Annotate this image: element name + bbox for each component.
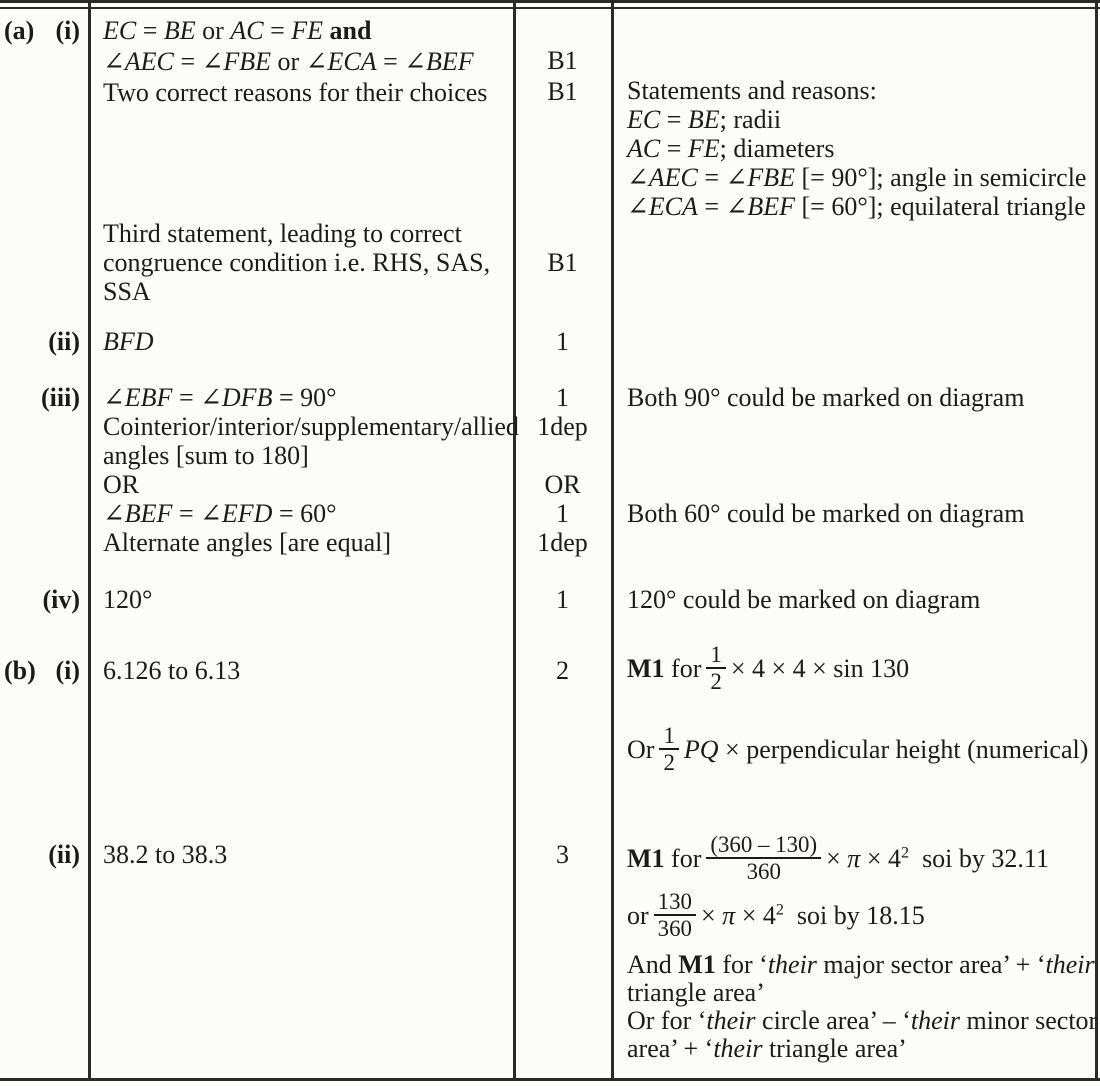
text-segment: ∠ xyxy=(103,383,125,412)
answer-line xyxy=(103,412,519,441)
answer-line xyxy=(103,15,487,46)
table-bottom-border xyxy=(0,1078,1100,1081)
table-top-border-outer xyxy=(0,0,1100,3)
answer-line xyxy=(103,77,487,108)
text-segment: × xyxy=(700,901,723,930)
text-segment: Statements and reasons: xyxy=(627,76,877,105)
comment-b-ii-text xyxy=(627,951,1097,1063)
text-segment: M1 xyxy=(678,950,716,979)
text-segment: × 4 xyxy=(860,844,901,873)
text-segment: triangle area’ xyxy=(762,1034,907,1063)
answer-b-ii: 38.2 to 38.3 xyxy=(103,840,228,869)
text-segment: = ∠ xyxy=(376,47,427,76)
mark-a-i-3: B1 xyxy=(547,248,578,277)
part-label-a-iii: (iii) xyxy=(41,383,80,412)
text-segment: And xyxy=(627,950,679,979)
comment-line xyxy=(627,951,1097,979)
text-segment: BFD xyxy=(103,327,154,356)
text-segment: Or for ‘ xyxy=(627,1006,707,1035)
text-segment: ∠ xyxy=(103,499,125,528)
mark-a-iii-1: 1 xyxy=(556,383,569,412)
part-label-a-i: (i) xyxy=(55,16,80,45)
text-segment: or xyxy=(195,16,231,45)
comment-b-i-or-formula xyxy=(627,724,1088,776)
fraction: $\frac{1}{2}$ xyxy=(706,643,725,694)
text-segment: AEC xyxy=(124,47,174,76)
text-segment: EC xyxy=(627,105,661,134)
text-segment: ; radii xyxy=(719,105,782,134)
text-segment: FBE xyxy=(747,163,796,192)
text-segment: area’ + ‘ xyxy=(627,1034,714,1063)
comment-line xyxy=(627,105,1086,134)
answer-line xyxy=(103,499,519,528)
text-segment: OR xyxy=(103,470,140,499)
answer-line xyxy=(103,470,519,499)
text-segment: minor sector xyxy=(960,1006,1098,1035)
part-label-b-ii: (ii) xyxy=(48,840,80,869)
text-segment: FE xyxy=(687,134,720,163)
answer-a-iv: 120° xyxy=(103,585,153,614)
comment-line xyxy=(627,979,1097,1007)
mark-a-iii-2: 1dep xyxy=(537,412,588,441)
comment-b-ii-or-formula xyxy=(627,889,925,942)
text-segment: = ∠ xyxy=(173,47,224,76)
text-segment: Alternate angles [are equal] xyxy=(103,528,392,557)
text-segment: [= 90°]; angle in semicircle xyxy=(795,163,1087,192)
text-segment: ECA xyxy=(327,47,377,76)
table-top-border-inner xyxy=(0,7,1100,9)
text-segment: M1 xyxy=(627,844,665,873)
text-segment: EBF xyxy=(124,383,173,412)
answer-line xyxy=(103,46,487,77)
column-divider-label-answer xyxy=(88,0,91,1081)
text-segment: = xyxy=(263,16,292,45)
answer-a-iii xyxy=(103,383,519,557)
fraction: $\frac{1}{2}$ xyxy=(659,724,678,775)
answer-line xyxy=(103,528,519,557)
text-segment: DFB xyxy=(221,383,273,412)
text-segment: or ∠ xyxy=(271,47,328,76)
text-segment: FE xyxy=(291,16,324,45)
text-segment: BEF xyxy=(426,47,474,76)
text-segment: for xyxy=(664,844,702,873)
text-segment: major sector area’ + ‘ xyxy=(816,950,1046,979)
text-segment: for ‘ xyxy=(715,950,768,979)
text-segment: PQ xyxy=(683,735,719,764)
text-segment: π xyxy=(847,844,861,873)
text-segment: their xyxy=(706,1006,756,1035)
text-segment: = 90° xyxy=(272,383,337,412)
mark-a-iii-or: OR xyxy=(544,470,581,499)
mark-a-i-1: B1 xyxy=(547,46,578,75)
answer-line: Third statement, leading to correct xyxy=(103,219,462,248)
text-segment: BE xyxy=(163,16,196,45)
answer-a-ii xyxy=(103,329,154,355)
text-segment: their xyxy=(1045,950,1095,979)
text-segment: BE xyxy=(687,105,720,134)
text-segment: = xyxy=(660,134,688,163)
text-segment: × xyxy=(826,844,848,873)
text-segment: EC xyxy=(103,16,137,45)
text-segment: FBE xyxy=(223,47,272,76)
mark-b-i: 2 xyxy=(556,656,569,685)
answer-a-i-statements xyxy=(103,15,487,108)
comment-line xyxy=(627,1035,1097,1063)
text-segment: their xyxy=(910,1006,961,1035)
comment-line xyxy=(627,163,1086,192)
text-segment: = ∠ xyxy=(172,499,222,528)
part-label-b: (b) xyxy=(4,656,36,685)
comment-a-iv: 120° could be marked on diagram xyxy=(627,585,981,614)
text-segment: ∠ xyxy=(627,192,649,221)
text-segment: ∠ xyxy=(103,47,125,76)
mark-b-ii: 3 xyxy=(556,840,569,869)
comment-line xyxy=(627,192,1086,221)
text-segment: Two correct reasons for their choices xyxy=(103,78,488,107)
text-segment: = ∠ xyxy=(172,383,222,412)
text-segment: = xyxy=(660,105,688,134)
part-label-b-i: (i) xyxy=(55,656,80,685)
fraction: $\frac{(360 - 130)}{360}$ xyxy=(706,833,821,884)
text-segment: 2 xyxy=(901,844,910,862)
text-segment: their xyxy=(713,1034,763,1063)
part-label-a: (a) xyxy=(4,16,35,45)
text-segment: π xyxy=(722,901,736,930)
comment-a-iii-60: Both 60° could be marked on diagram xyxy=(627,499,1025,528)
comment-b-ii-m1-formula xyxy=(627,830,1049,887)
text-segment: = xyxy=(136,16,164,45)
comment-a-iii-90: Both 90° could be marked on diagram xyxy=(627,383,1025,412)
mark-a-iii-4: 1dep xyxy=(537,528,588,557)
text-segment: = ∠ xyxy=(697,192,748,221)
comment-line xyxy=(627,76,1086,105)
answer-line xyxy=(103,383,519,412)
text-segment: M1 xyxy=(627,654,665,683)
answer-line xyxy=(103,441,519,470)
fraction: $\frac{130}{360}$ xyxy=(654,890,696,941)
text-segment: angles [sum to 180] xyxy=(103,441,309,470)
text-segment: BEF xyxy=(747,192,796,221)
text-segment: soi by 18.15 xyxy=(783,901,925,930)
mark-a-iii-3: 1 xyxy=(556,499,569,528)
text-segment: BEF xyxy=(124,499,173,528)
text-segment: AEC xyxy=(648,163,698,192)
text-segment: × 4 xyxy=(735,901,776,930)
text-segment: [= 60°]; equilateral triangle xyxy=(795,192,1086,221)
answer-line: SSA xyxy=(103,277,151,306)
text-segment: EFD xyxy=(221,499,273,528)
text-segment: their xyxy=(767,950,817,979)
mark-a-iv: 1 xyxy=(556,585,569,614)
text-segment: ECA xyxy=(648,192,698,221)
text-segment: Cointerior/interior/supplementary/allied xyxy=(103,412,519,441)
text-segment: AC xyxy=(230,16,264,45)
text-segment: = ∠ xyxy=(697,163,748,192)
text-segment: circle area’ – ‘ xyxy=(755,1006,911,1035)
text-segment: or xyxy=(627,901,649,930)
comment-a-i-reasons xyxy=(627,76,1086,221)
text-segment: soi by 32.11 xyxy=(909,844,1049,873)
text-segment: for xyxy=(664,654,702,683)
text-segment: ∠ xyxy=(627,163,649,192)
mark-a-ii: 1 xyxy=(556,327,569,356)
text-segment: Or xyxy=(627,735,655,764)
comment-b-i-m1-formula xyxy=(627,643,909,695)
comment-line xyxy=(627,1007,1097,1035)
answer-a-i-third-statement xyxy=(103,219,490,306)
text-segment: × perpendicular height (numerical) xyxy=(718,735,1089,764)
comment-line xyxy=(627,134,1086,163)
text-segment: and xyxy=(329,16,372,45)
column-divider-marks-comments xyxy=(611,0,614,1081)
text-segment: triangle area’ xyxy=(627,978,765,1007)
part-label-a-iv: (iv) xyxy=(42,585,80,614)
table-right-border xyxy=(1095,0,1098,1081)
text-segment: 2 xyxy=(775,901,784,919)
text-segment: AC xyxy=(627,134,661,163)
answer-line: congruence condition i.e. RHS, SAS, xyxy=(103,248,491,277)
part-label-a-ii: (ii) xyxy=(48,327,80,356)
text-segment: = 60° xyxy=(272,499,337,528)
text-segment: ; diameters xyxy=(719,134,835,163)
text-segment: × 4 × 4 × sin 130 xyxy=(730,654,910,683)
mark-a-i-2: B1 xyxy=(547,77,578,106)
answer-b-i: 6.126 to 6.13 xyxy=(103,656,241,685)
